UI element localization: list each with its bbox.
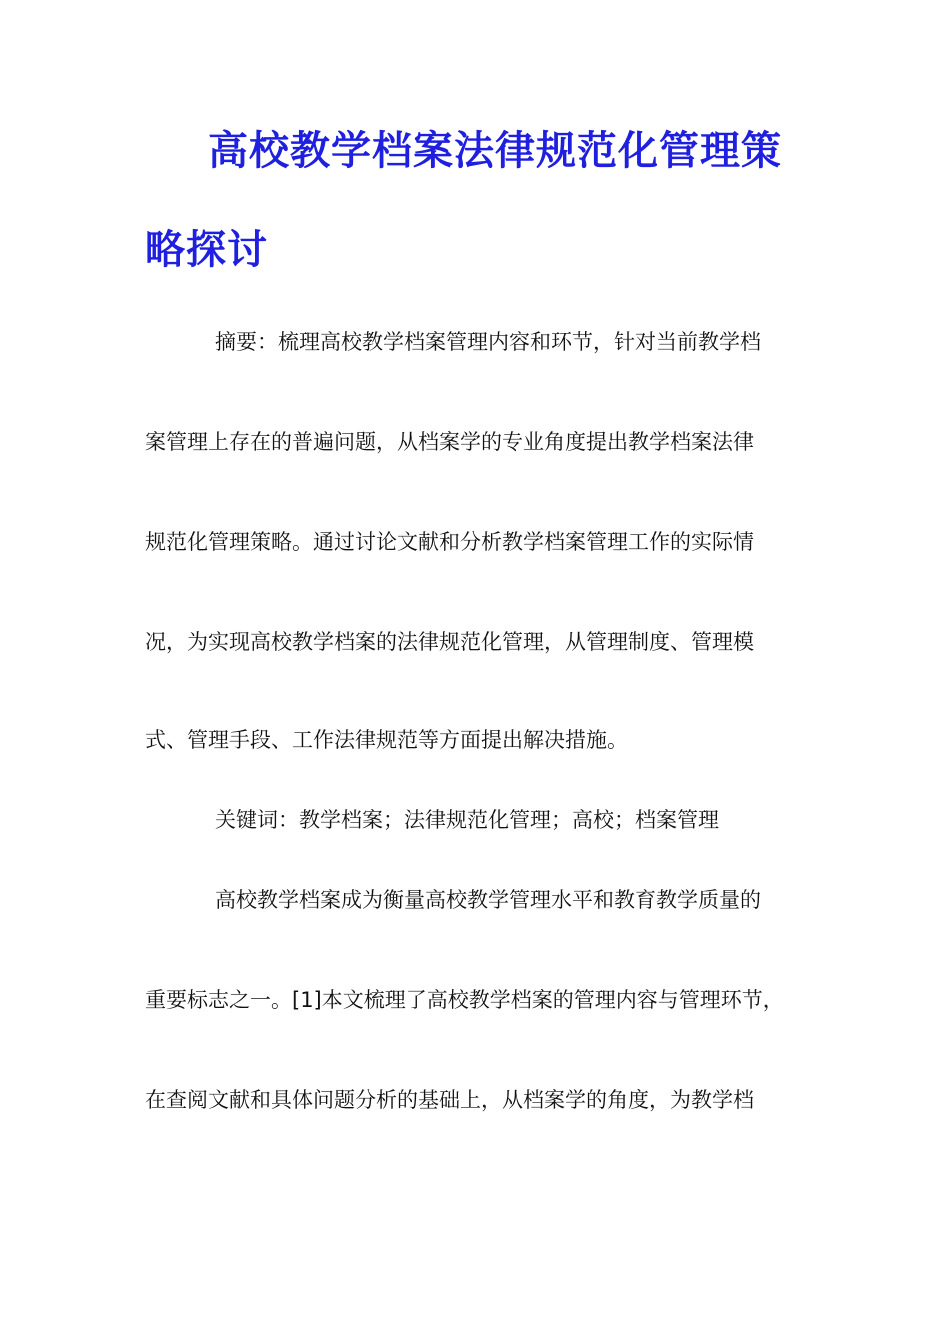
abstract-line-3: 规范化管理策略。通过讨论文献和分析教学档案管理工作的实际情	[145, 530, 754, 554]
body-line-2: 重要标志之一。[1]本文梳理了高校教学档案的管理内容与管理环节，	[145, 988, 784, 1012]
keywords-line: 关键词：教学档案；法律规范化管理；高校；档案管理	[215, 808, 719, 832]
abstract-line-2: 案管理上存在的普遍问题，从档案学的专业角度提出教学档案法律	[145, 430, 754, 454]
document-title-line-2: 略探讨	[145, 226, 268, 273]
body-line-3: 在查阅文献和具体问题分析的基础上，从档案学的角度，为教学档	[145, 1088, 754, 1112]
abstract-line-4: 况，为实现高校教学档案的法律规范化管理，从管理制度、管理模	[145, 630, 754, 654]
abstract-line-5: 式、管理手段、工作法律规范等方面提出解决措施。	[145, 728, 628, 752]
document-title-line-1: 高校教学档案法律规范化管理策	[208, 127, 782, 174]
abstract-line-1: 摘要：梳理高校教学档案管理内容和环节，针对当前教学档	[215, 330, 761, 354]
body-line-1: 高校教学档案成为衡量高校教学管理水平和教育教学质量的	[215, 888, 761, 912]
